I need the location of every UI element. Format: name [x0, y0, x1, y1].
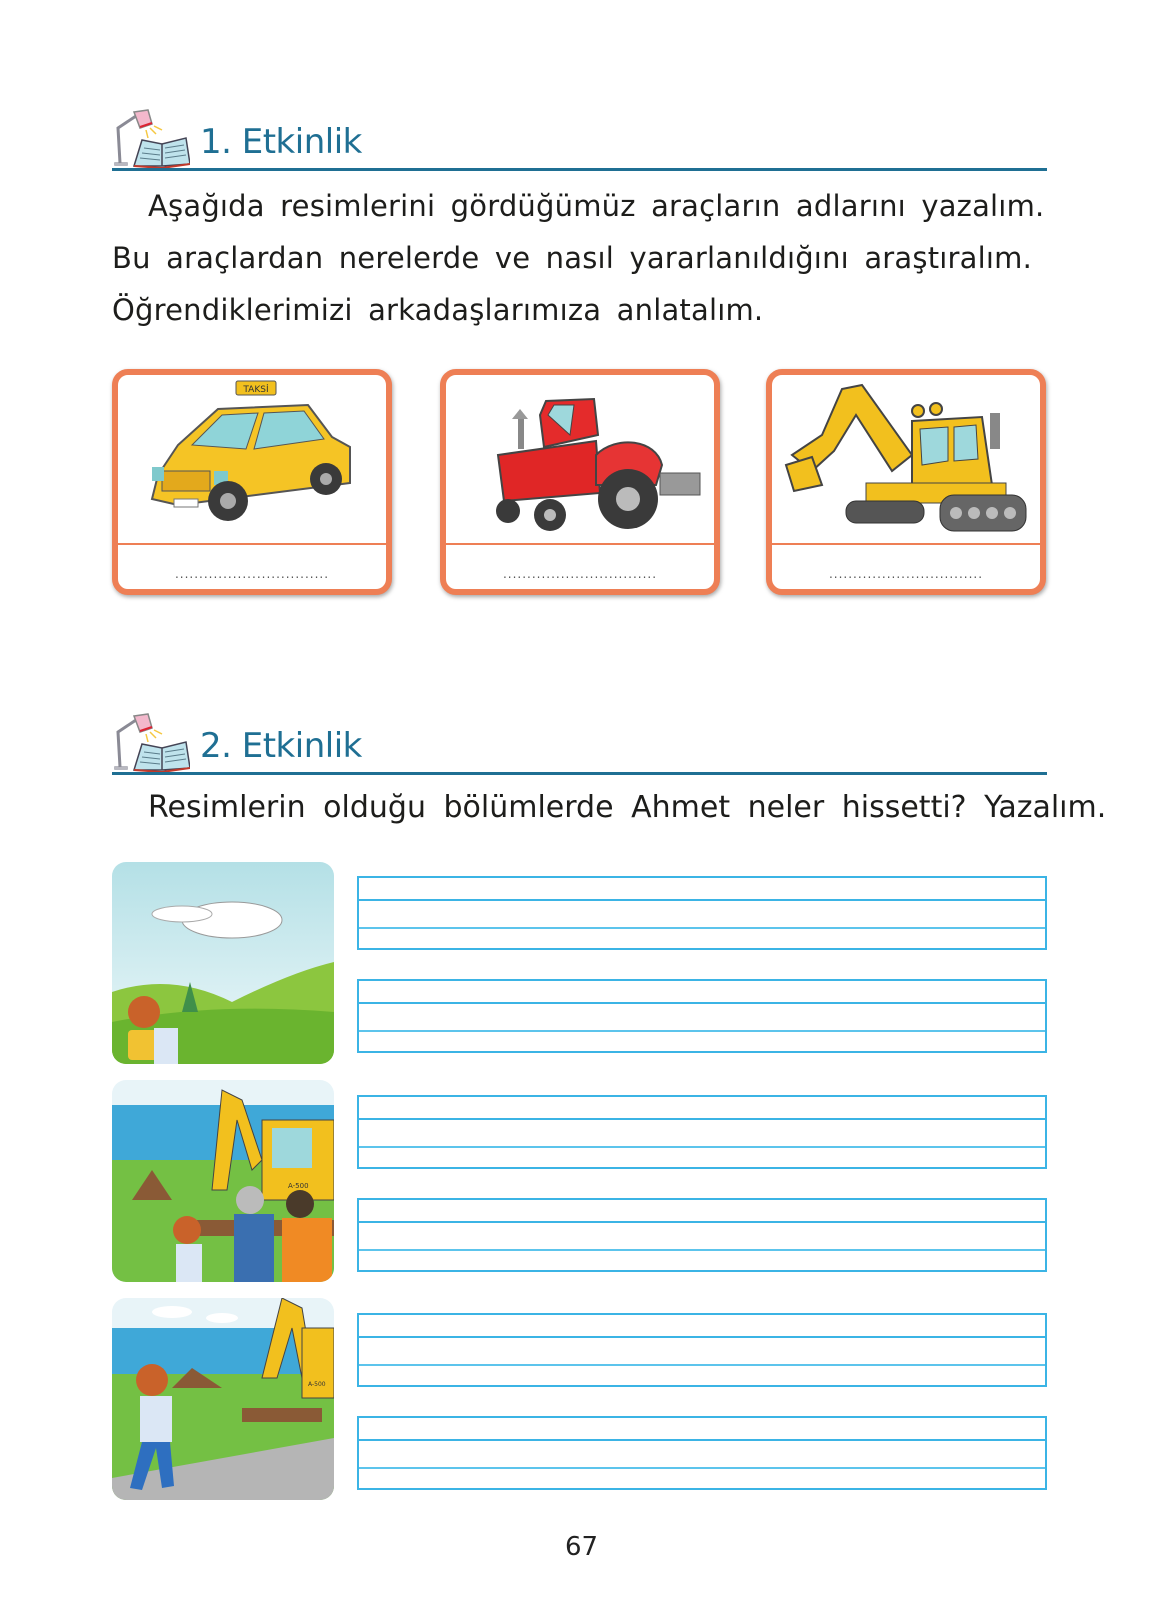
- activity-1-rule: [112, 168, 1047, 171]
- answer-blank-excavator[interactable]: ................................: [828, 567, 984, 581]
- writing-lines-scene-2-b[interactable]: [357, 1198, 1047, 1272]
- card-divider: [772, 543, 1040, 545]
- writing-lines-scene-3-b[interactable]: [357, 1416, 1047, 1490]
- answer-blank-tractor[interactable]: ................................: [502, 567, 658, 581]
- svg-text:TAKSİ: TAKSİ: [243, 385, 269, 395]
- activity-2-question: Resimlerin olduğu bölümlerde Ahmet neler hissetti? Yazalım.: [148, 790, 1107, 825]
- answer-blank-taxi[interactable]: ................................: [174, 567, 330, 581]
- writing-lines-scene-2-a[interactable]: [357, 1095, 1047, 1169]
- scene-1-boy-on-hill: [112, 862, 334, 1064]
- activity-1-title: 1. Etkinlik: [200, 122, 362, 162]
- desk-lamp-book-icon: [110, 712, 190, 774]
- writing-lines-scene-1-b[interactable]: [357, 979, 1047, 1053]
- activity-1-instructions: [112, 180, 1045, 336]
- writing-lines-scene-1-a[interactable]: [357, 876, 1047, 950]
- taxi-illustration: [118, 375, 386, 543]
- desk-lamp-book-icon: [110, 108, 190, 170]
- scene-3-boy-walking-away: [112, 1298, 334, 1500]
- vehicle-card-excavator: [766, 369, 1046, 595]
- svg-text:A-500: A-500: [308, 1381, 326, 1388]
- writing-lines-scene-3-a[interactable]: [357, 1313, 1047, 1387]
- svg-text:A-500: A-500: [288, 1182, 309, 1190]
- activity-2-title: 2. Etkinlik: [200, 726, 362, 766]
- instruction-line: Öğrendiklerimizi arkadaşlarımıza anlatalım.: [112, 293, 764, 327]
- tractor-illustration: [446, 375, 714, 543]
- excavator-illustration: [772, 375, 1040, 543]
- instruction-line: Bu araçlardan nerelerde ve nasıl yararlanıldığını araştıralım.: [112, 241, 1032, 275]
- activity-2-rule: [112, 772, 1047, 775]
- scene-2-watching-excavator: [112, 1080, 334, 1282]
- vehicle-card-taxi: [112, 369, 392, 595]
- instruction-line: Aşağıda resimlerini gördüğümüz araçların adlarını yazalım.: [148, 189, 1045, 223]
- page-number: 67: [564, 1532, 599, 1562]
- card-divider: [118, 543, 386, 545]
- card-divider: [446, 543, 714, 545]
- vehicle-card-tractor: [440, 369, 720, 595]
